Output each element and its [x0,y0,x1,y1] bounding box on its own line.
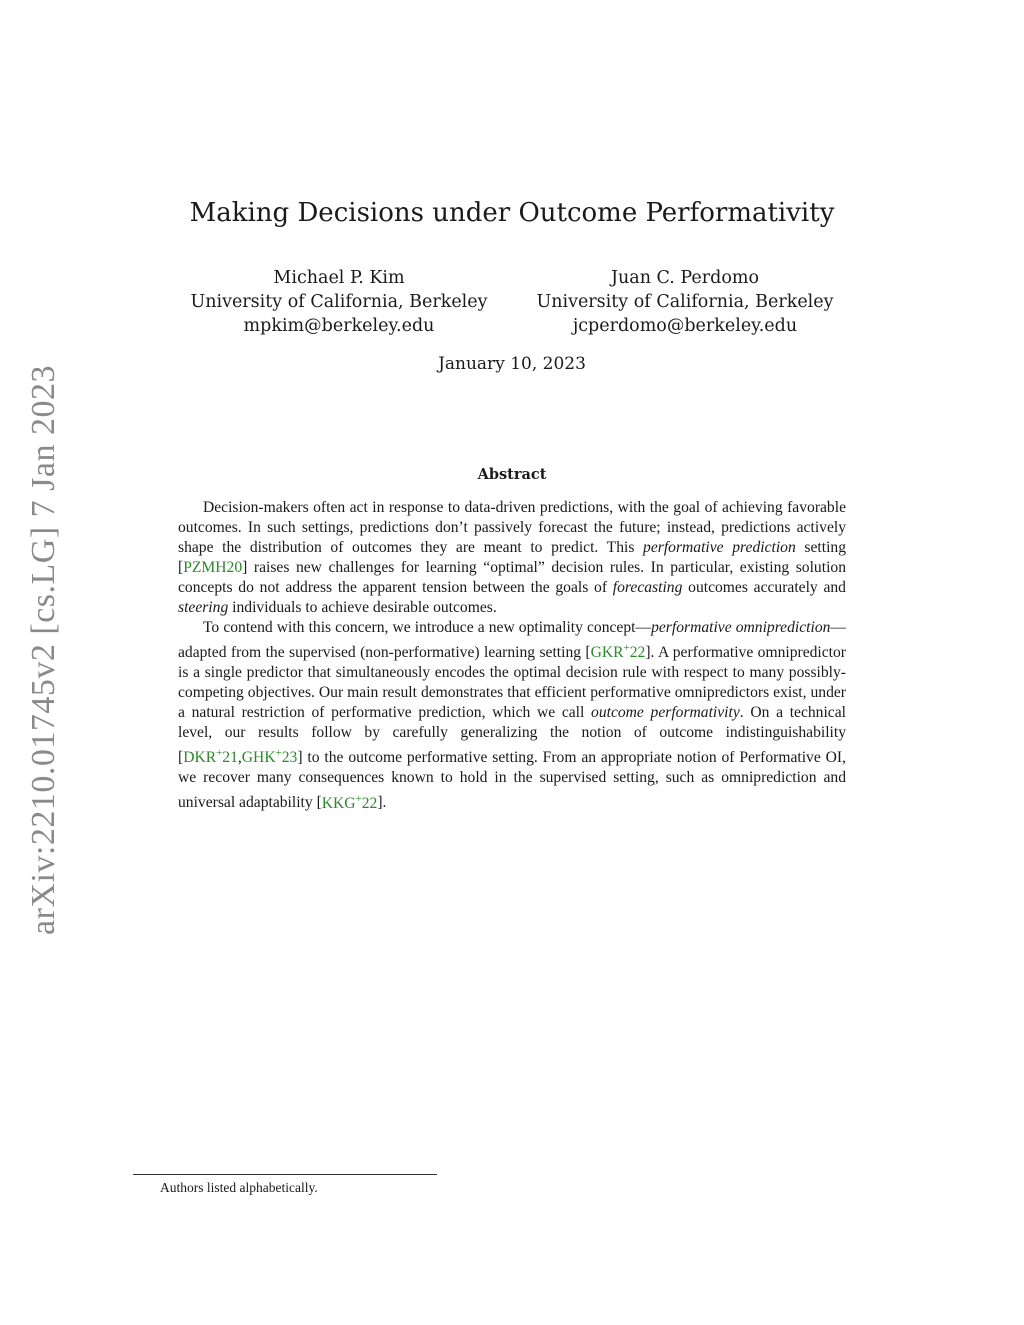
footnote: Authors listed alphabetically. [160,1180,318,1195]
arxiv-stamp: arXiv:2210.01745v2 [cs.LG] 7 Jan 2023 [25,365,62,935]
author-affiliation: University of California, Berkeley [536,292,834,312]
abstract-paragraph-2: To contend with this concern, we introduce a new optimality concept—performative omniprediction—adapted from the supervised (non-performative) learning setting [GKR+22]. A performative omnipredictor is a single predictor that simultaneously encodes the optimal decision rule with respect to many possibly-competing objectives. Our main result demonstrates that efficient performative omnipredictors exist, under a natural restriction of performative prediction, which we call outcome performativity. On a technical level, our results follow by carefully generalizing the notion of outcome indistinguishability [DKR+21,GHK+23] to the outcome performative setting. From an appropriate notion of Performative OI, we recover many consequences known to hold in the supervised setting, such as omniprediction and universal adaptability [KKG+22]. [178,619,847,812]
abstract-paragraph-1: Decision-makers often act in response to data-driven predictions, with the goal of achieving favorable outcomes. In such settings, predictions don’t passively forecast the future; instead, predictions actively shape the distribution of outcomes they are meant to predict. This performative prediction setting [PZMH20] raises new challenges for learning “optimal” decision rules. In particular, existing solution concepts do not address the apparent tension between the goals of forecasting outcomes accurately and steering individuals to achieve desirable outcomes. [178,499,846,616]
author-block-2 [515,266,855,338]
paper-date: January 10, 2023 [438,354,586,374]
citation-link[interactable]: GHK+23 [241,747,298,767]
author-block-1 [169,266,509,338]
abstract-body [178,498,846,814]
footnote-rule [133,1174,437,1175]
author-email: jcperdomo@berkeley.edu [572,316,798,336]
citation-link[interactable]: GKR+22 [590,642,646,662]
citation-link[interactable]: KKG+22 [321,792,378,812]
author-name: Juan C. Perdomo [610,268,760,288]
paper-title: Making Decisions under Outcome Performativity [189,198,835,228]
citation-link[interactable]: PZMH20 [183,559,243,576]
author-affiliation: University of California, Berkeley [190,292,488,312]
author-name: Michael P. Kim [273,268,405,288]
citation-link[interactable]: DKR+21 [183,747,238,767]
abstract-heading: Abstract [477,466,547,483]
author-email: mpkim@berkeley.edu [243,316,435,336]
